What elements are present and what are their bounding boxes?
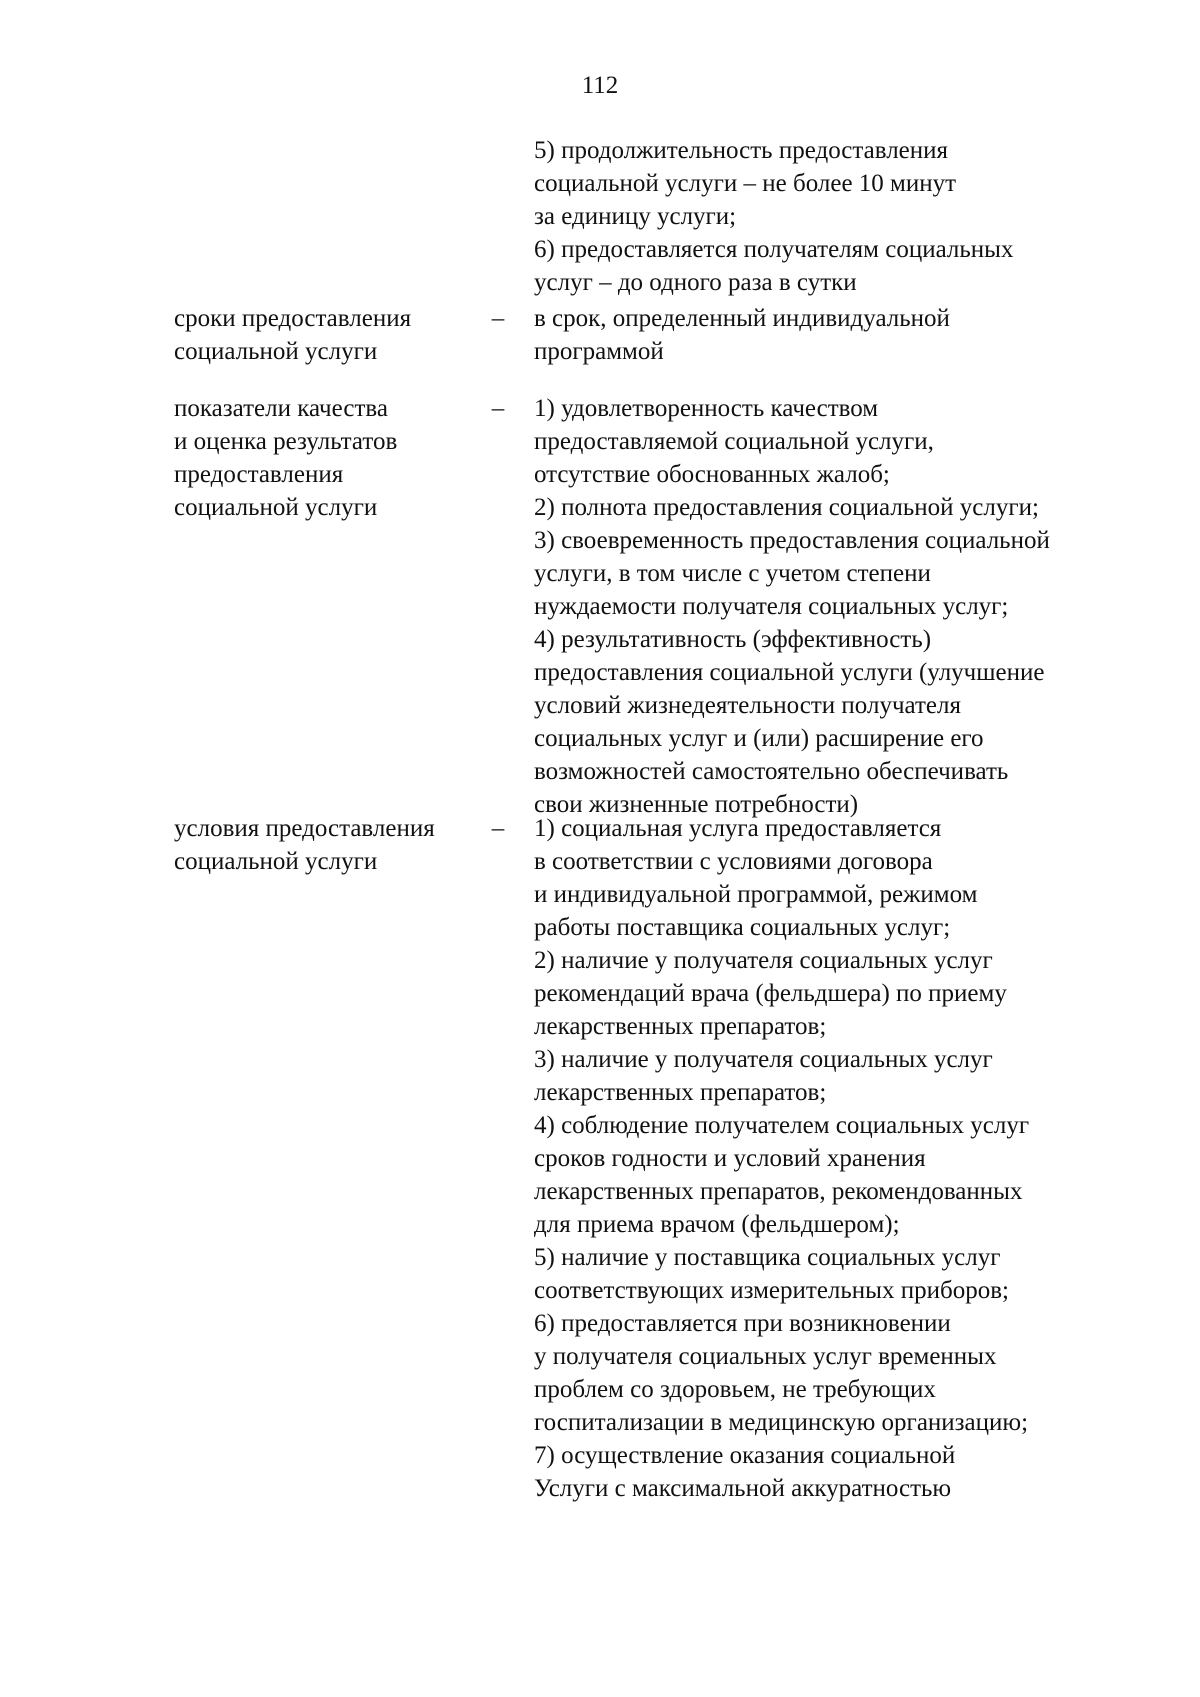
text-line: отсутствие обоснованных жалоб; <box>534 461 890 488</box>
text-line: предоставляемой социальной услуги, <box>534 428 934 455</box>
text-line: проблем со здоровьем, не требующих <box>534 1376 936 1403</box>
text-line: в соответствии с условиями договора <box>534 848 933 875</box>
text-line: 5) наличие у поставщика социальных услуг <box>534 1244 1001 1271</box>
text-line: услуги, в том числе с учетом степени <box>534 560 931 587</box>
text-line: возможностей самостоятельно обеспечивать <box>534 758 1009 785</box>
text-line: 3) наличие у получателя социальных услуг <box>534 1046 993 1073</box>
row-value <box>534 392 1174 821</box>
dash-separator: – <box>491 305 505 332</box>
text-line: для приема врачом (фельдшером); <box>534 1211 900 1238</box>
text-line: 2) наличие у получателя социальных услуг <box>534 947 993 974</box>
text-line: 4) соблюдение получателем социальных услуг <box>534 1112 1030 1139</box>
text-line: лекарственных препаратов, рекомендованных <box>534 1178 1023 1205</box>
text-line: за единицу услуги; <box>534 203 737 230</box>
dash-separator: – <box>491 395 505 422</box>
text-line: 1) социальная услуга предоставляется <box>534 815 942 842</box>
row-label: условия предоставления социальной услуги <box>174 815 435 875</box>
text-line: 5) продолжительность предоставления <box>534 137 949 164</box>
text-line: программой <box>534 338 664 365</box>
text-line: предоставления социальной услуги (улучшение <box>534 659 1045 686</box>
row-value <box>534 812 1174 1505</box>
text-line: соответствующих измерительных приборов; <box>534 1277 1009 1304</box>
text-line: нуждаемости получателя социальных услуг; <box>534 593 1009 620</box>
text-line: лекарственных препаратов; <box>534 1013 827 1040</box>
text-line: услуг – до одного раза в сутки <box>534 269 857 296</box>
row-value <box>534 302 1174 368</box>
text-line: работы поставщика социальных услуг; <box>534 914 951 941</box>
dash-separator: – <box>491 815 505 842</box>
text-line: госпитализации в медицинскую организацию; <box>534 1409 1029 1436</box>
text-line: свои жизненные потребности) <box>534 791 859 818</box>
text-line: условий жизнедеятельности получателя <box>534 692 961 719</box>
text-line: 6) предоставляется получателям социальных <box>534 236 1014 263</box>
row-label: сроки предоставления социальной услуги <box>174 305 412 365</box>
page-number: 112 <box>581 72 619 99</box>
text-line: 4) результативность (эффективность) <box>534 626 932 653</box>
intro-continuation <box>534 134 1154 299</box>
text-line: 2) полнота предоставления социальной услуги; <box>534 494 1039 521</box>
text-line: социальной услуги – не более 10 минут <box>534 170 957 197</box>
text-line: и индивидуальной программой, режимом <box>534 881 978 908</box>
text-line: 1) удовлетворенность качеством <box>534 395 879 422</box>
text-line: социальных услуг и (или) расширение его <box>534 725 984 752</box>
text-line: в срок, определенный индивидуальной <box>534 305 950 332</box>
text-line: рекомендаций врача (фельдшера) по приему <box>534 980 1007 1007</box>
text-line: 7) осуществление оказания социальной <box>534 1442 956 1469</box>
text-line: 3) своевременность предоставления социальной <box>534 527 1050 554</box>
text-line: сроков годности и условий хранения <box>534 1145 926 1172</box>
text-line: у получателя социальных услуг временных <box>534 1343 997 1370</box>
row-label: показатели качества и оценка результатов предоставления социальной услуги <box>174 395 398 521</box>
text-line: 6) предоставляется при возникновении <box>534 1310 951 1337</box>
text-line: Услуги с максимальной аккуратностью <box>534 1475 952 1502</box>
text-line: лекарственных препаратов; <box>534 1079 827 1106</box>
